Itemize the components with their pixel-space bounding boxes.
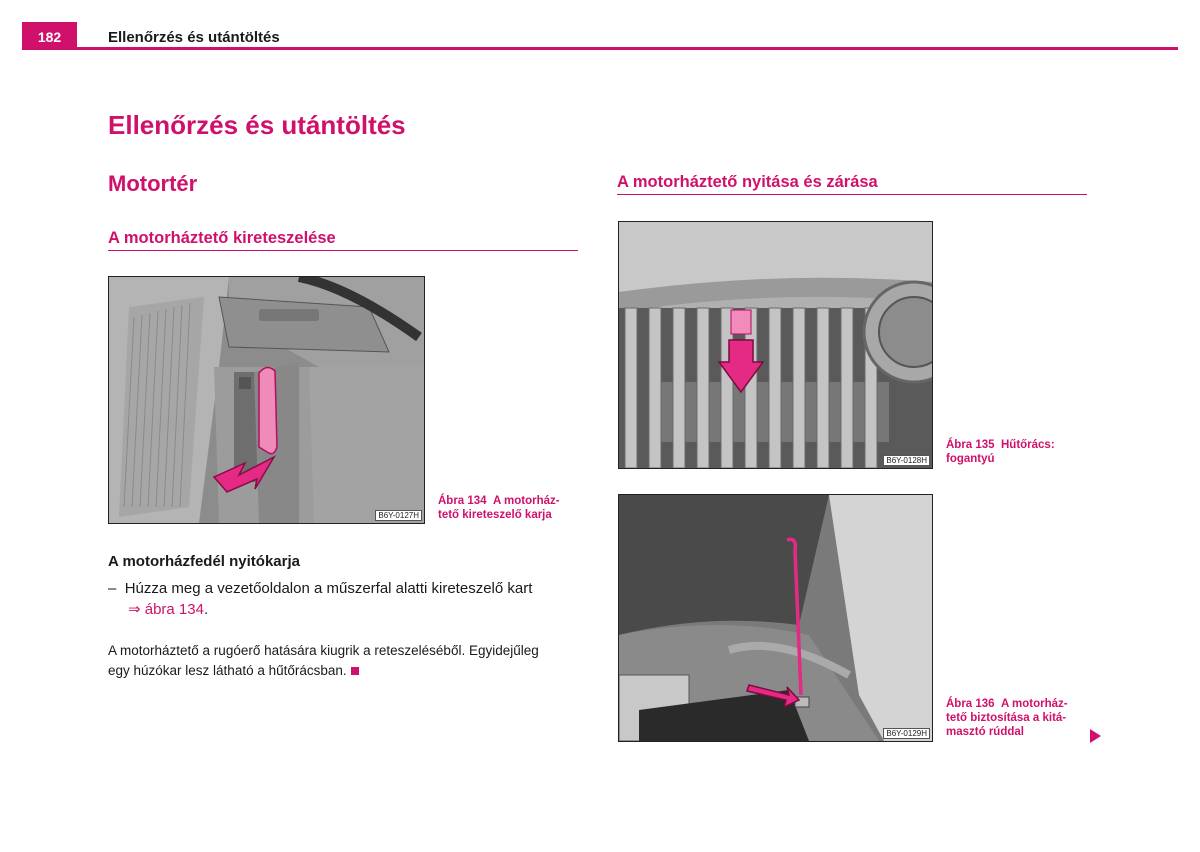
figure-135	[618, 221, 933, 469]
subheading-rule	[617, 194, 1087, 195]
figure-reference-link[interactable]: ⇒ ábra 134	[128, 601, 204, 618]
instruction-label: A motorházfedél nyitókarja	[108, 553, 300, 570]
figure-135-caption	[946, 438, 1096, 466]
running-header-title: Ellenőrzés és utántöltés	[108, 29, 280, 46]
caption-text-cont: masztó rúddal	[946, 726, 1024, 738]
caption-text-cont: tető biztosítása a kitá-	[946, 712, 1067, 724]
paragraph-line-1: A motorháztető a rugóerő hatására kiugrik a reteszeléséből. Egyidejűleg	[108, 643, 539, 658]
caption-text-cont: tető kireteszelő karja	[438, 509, 552, 521]
subheading-unlock: A motorháztető kireteszelése	[108, 229, 336, 247]
caption-text: Hűtőrács:	[1000, 439, 1055, 451]
info-paragraph	[108, 641, 588, 681]
hood-support-rod-illustration	[619, 495, 932, 741]
header-rule	[22, 47, 1178, 50]
figure-134-caption	[438, 494, 588, 522]
caption-number: Ábra 135	[946, 439, 995, 451]
step-dash: –	[108, 580, 117, 597]
figure-136	[618, 494, 933, 742]
subheading-open-close: A motorháztető nyitása és zárása	[617, 173, 878, 191]
instruction-step	[108, 578, 588, 620]
hood-release-lever-illustration	[109, 277, 424, 523]
section-title: Motortér	[108, 171, 198, 196]
caption-text-cont: fogantyú	[946, 453, 995, 465]
caption-number: Ábra 134	[438, 495, 487, 507]
radiator-grille-handle-illustration	[619, 222, 932, 468]
page-number: 182	[37, 29, 62, 45]
step-text: Húzza meg a vezetőoldalon a műszerfal alatti kireteszelő kart	[124, 580, 533, 597]
figure-134	[108, 276, 425, 524]
step-period: .	[203, 601, 209, 618]
figure-136-caption	[946, 697, 1096, 739]
figure-code: B6Y-0129H	[883, 728, 930, 739]
chapter-title: Ellenőrzés és utántöltés	[108, 110, 406, 140]
caption-text: A motorház-	[492, 495, 560, 507]
triangle-right-icon	[1090, 729, 1101, 743]
subheading-rule	[108, 250, 578, 251]
caption-number: Ábra 136	[946, 698, 995, 710]
figure-code: B6Y-0127H	[375, 510, 422, 521]
caption-text: A motorház-	[1000, 698, 1068, 710]
paragraph-line-2: egy húzókar lesz látható a hűtőrácsban.	[108, 663, 347, 678]
figure-code: B6Y-0128H	[883, 455, 930, 466]
square-icon	[351, 667, 359, 675]
